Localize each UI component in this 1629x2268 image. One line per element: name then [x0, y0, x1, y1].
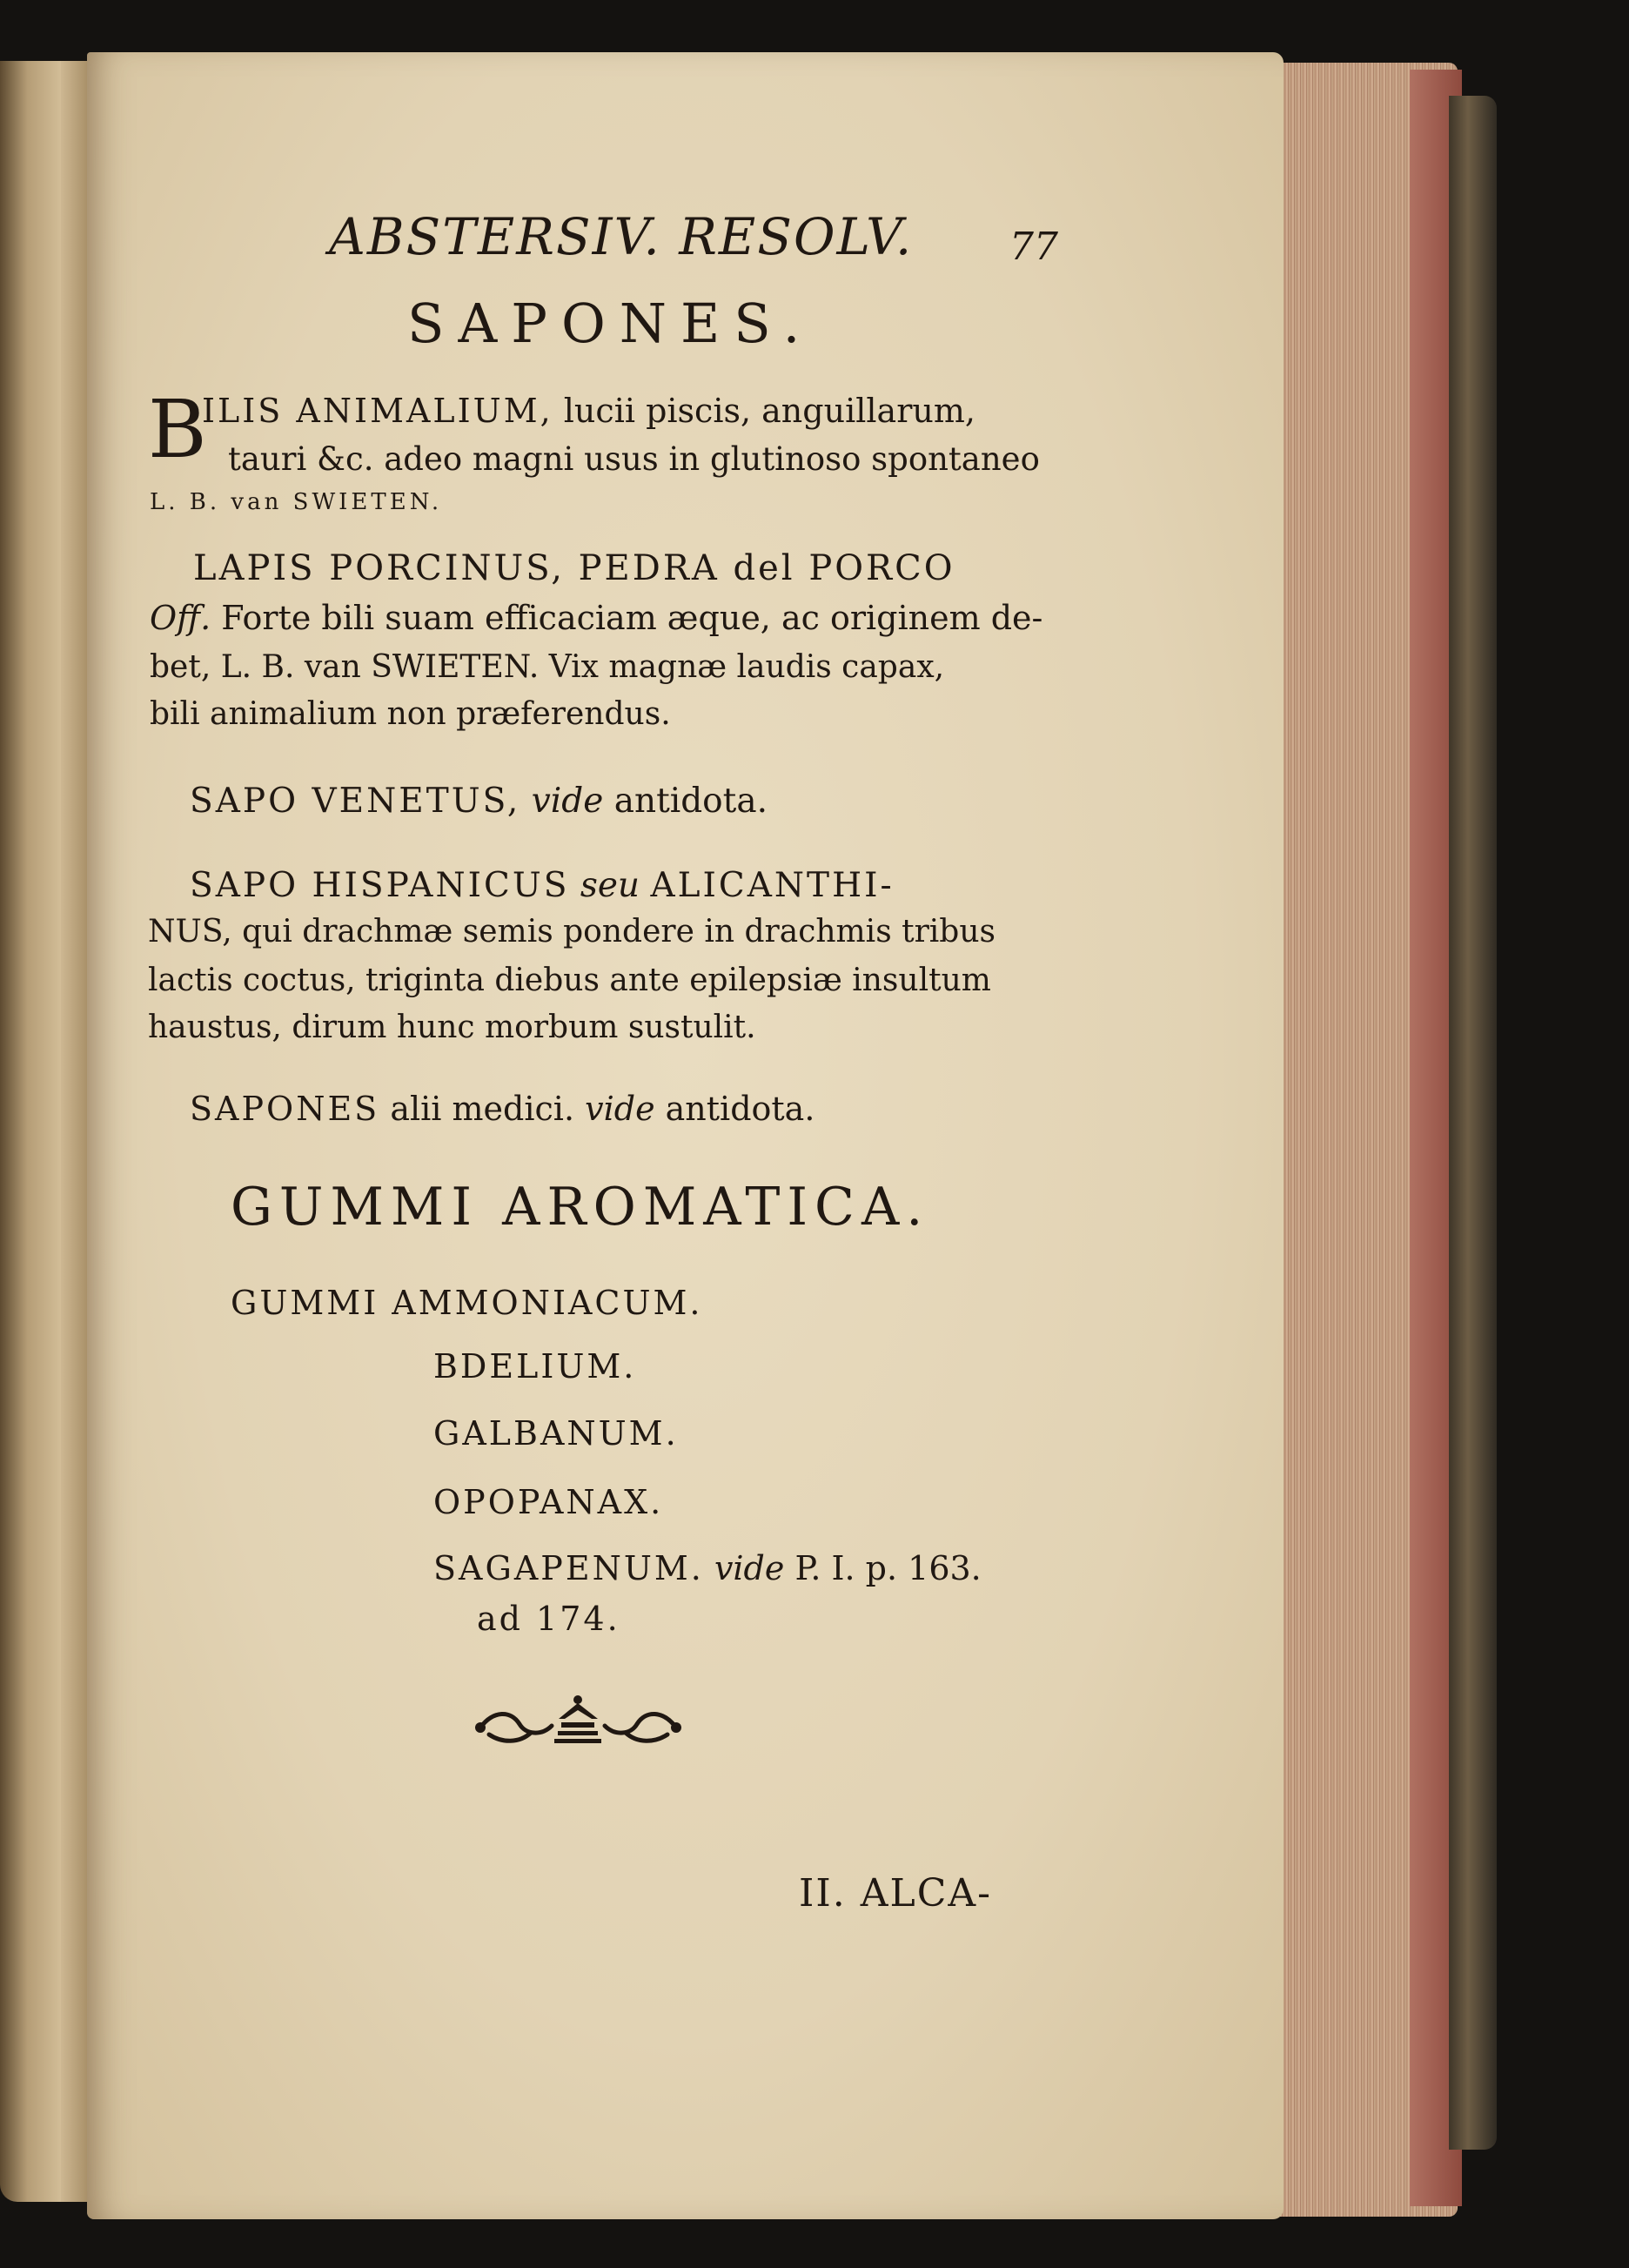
- lapis-line-1: LAPIS PORCINUS, PEDRA del PORCO: [193, 548, 955, 588]
- off-abbrev: Off.: [150, 599, 211, 637]
- printer-ornament-icon: [472, 1693, 685, 1755]
- dropcap: B: [148, 383, 207, 476]
- sapones-alii-text: alii medici.: [390, 1090, 575, 1128]
- bilis-head: ILIS ANIMALIUM,: [202, 392, 553, 430]
- sapo-hispanicus-line-3: lactis coctus, triginta diebus ante epilepsiæ insultum: [148, 963, 991, 998]
- sapo-hispanicus-head: SAPO HISPANICUS: [190, 866, 570, 905]
- seu-word: seu: [580, 866, 640, 905]
- sagapenum-line-2: ad 174.: [477, 1600, 620, 1638]
- sapo-hispanicus-head-2: ALICANTHI-: [650, 866, 895, 905]
- sapones-alii-vide: vide: [585, 1090, 655, 1128]
- gummi-item-2: BDELIUM.: [433, 1347, 637, 1386]
- lapis-line-2: [150, 599, 1042, 637]
- sapones-alii-rest: antidota.: [665, 1090, 815, 1128]
- page-number: 77: [1009, 225, 1058, 269]
- sapo-venetus-vide: vide: [531, 782, 604, 821]
- sagapenum-ref: P. I. p. 163.: [794, 1549, 982, 1587]
- sagapenum-vide: vide: [714, 1549, 785, 1587]
- lapis-line-4: bili animalium non præferendus.: [150, 696, 671, 732]
- bilis-line-2: tauri &c. adeo magni usus in glutinoso spontaneo: [228, 440, 1040, 478]
- gummi-item-1: GUMMI AMMONIACUM.: [231, 1284, 703, 1322]
- sapo-hispanicus-line-2: NUS, qui drachmæ semis pondere in drachmis tribus: [148, 914, 996, 949]
- gummi-title: GUMMI AROMATICA.: [231, 1177, 930, 1238]
- lapis-line-3: bet, L. B. van SWIETEN. Vix magnæ laudis capax,: [150, 649, 945, 685]
- sagapenum-line-1: [433, 1549, 982, 1587]
- bilis-line-1-rest: lucii piscis, anguillarum,: [563, 392, 975, 430]
- sapo-hispanicus-line-1: [190, 866, 895, 905]
- gummi-item-4: OPOPANAX.: [433, 1483, 664, 1521]
- catchword: II. ALCA-: [799, 1871, 993, 1916]
- book-cover-edge: [1449, 96, 1497, 2150]
- sapo-venetus-head: SAPO VENETUS,: [190, 782, 521, 821]
- sapo-hispanicus-line-4: haustus, dirum hunc morbum sustulit.: [148, 1010, 756, 1045]
- sapo-venetus-line: [190, 782, 768, 821]
- left-page-edge: [0, 61, 61, 2202]
- gummi-item-3: GALBANUM.: [433, 1414, 679, 1453]
- bilis-line-1: [202, 392, 975, 430]
- sapo-venetus-rest: antidota.: [613, 782, 768, 821]
- bilis-line-3: L. B. van SWIETEN.: [150, 489, 443, 515]
- book-page: [87, 52, 1284, 2219]
- running-title: ABSTERSIV. RESOLV.: [329, 207, 914, 266]
- sagapenum-name: SAGAPENUM.: [433, 1549, 704, 1587]
- lapis-line-2-rest: Forte bili suam efficaciam æque, ac originem de-: [221, 599, 1043, 637]
- section-title: SAPONES.: [407, 292, 814, 355]
- sapones-alii-line: [190, 1090, 814, 1128]
- sapones-alii-head: SAPONES: [190, 1090, 380, 1128]
